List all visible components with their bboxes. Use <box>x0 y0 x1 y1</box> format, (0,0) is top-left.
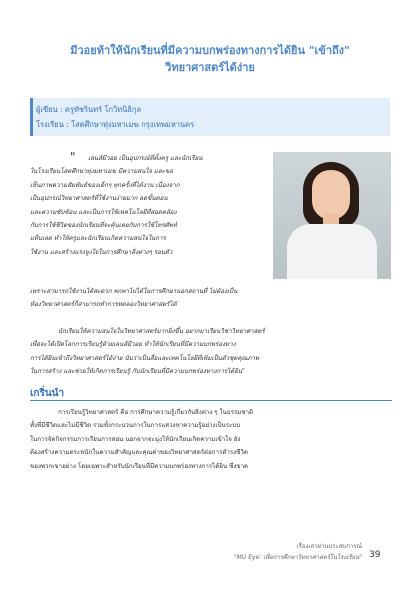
quote-line: นักเรียนให้ความสนใจในวิทยาศาสตร์มากยิ่งขึ้น อยากมาเรียนวิชาวิทยาศาสตร์ <box>58 328 265 335</box>
section-body <box>30 406 392 473</box>
article-title <box>0 42 420 76</box>
section-divider <box>30 400 392 401</box>
quote-line: การได้ยินเข้าถึงวิทยาศาสตร์ได้ง่าย นับว่าเป็นสื่อและเทคโนโลยีที่เพิ่มเป็นตัวชุดคุณภาพ <box>30 354 259 362</box>
article-title-line-1: มีวอยท้าให้นักเรียนที่มีความบกพร่องทางการได้ยิน "เข้าถึง" <box>70 44 350 57</box>
quote-line: ในการสร้าง และช่วยให้เกิดการเรียนรู้ กับนักเรียนที่มีความบกพร่องทางการได้ยิน" <box>30 368 245 376</box>
author-info-box <box>30 98 390 136</box>
quote-line: และความซับซ้อน และเป็นการใช้เทคโนโลยีที่สอดคล้อง <box>30 208 177 216</box>
quote-line: ใช้งาน และสร้างแรงจูงใจในการศึกษาสิ่งต่างๆ รอบตัว <box>30 248 173 256</box>
body-line: ทั้งที่มีชีวิตและไม่มีชีวิต รวมทั้งกระบวนการในการแสวงหาความรู้อย่างเป็นระบบ <box>30 422 241 430</box>
photo-shirt <box>287 224 377 279</box>
quote-line: ในโรงเรียนโสตศึกษาทุ่งมหาเมฆ มีความสนใจ และขอ <box>30 168 173 176</box>
photo-face <box>312 170 350 220</box>
quote-line: แท็บเลต ทำให้ครูและนักเรียนเกิดความสนใจในการ <box>30 235 166 243</box>
page-footer <box>234 541 362 563</box>
body-line: การเรียนรู้วิทยาศาสตร์ คือ การศึกษาความรู้เกี่ยวกับสิ่งต่าง ๆ ในธรรมชาติ <box>58 409 254 416</box>
quote-line: เป็นอุปกรณ์วิทยาศาสตร์ที่ใช้งานง่ายมาก ลดขั้นตอน <box>30 195 168 203</box>
page-number: 39 <box>369 550 381 560</box>
quote-line: เห็นภาพความสัมพันธ์ของเด็กๆ ทุกครั้งที่ได้งาน เนื่องจาก <box>30 181 180 189</box>
quote-line: กับการใช้ชีวิตของนักเรียนที่จะคุ้นเคยกับการใช้โทรศัพท์ <box>30 222 177 230</box>
section-heading: เกริ่นนำ <box>30 388 65 399</box>
body-line: ของพวกเขาอย่าง โดยเฉพาะสำหรับนักเรียนที่มีความบกพร่องทางการได้ยิน ซึ่งขาด <box>30 462 249 470</box>
quote-paragraph-2 <box>30 325 392 379</box>
quote-open-mark: " <box>70 150 76 164</box>
body-line: ต้องสร้างความตระหนักในความสำคัญและคุณค่าของวิทยาศาสตร์ต่อการดำรงชีวิต <box>30 449 248 457</box>
author-name: ผู้เขียน : ครูทัชรินทร์ โกวิทนิธิกุล <box>36 105 142 114</box>
quote-line: ห้องวิทยาศาสตร์ก็สามารถทำการทดลองวิทยาศาสตร์ได้ <box>30 301 177 309</box>
quote-line: เลนส์มีวอย เป็นอุปกรณ์ที่ตั้งครู และนักเรียน <box>88 155 203 162</box>
school-name: โรงเรียน : โสตศึกษาทุ่งมหาเมฆ กรุงเทพมหานคร <box>36 120 195 129</box>
article-title-line-2: วิทยาศาสตร์ได้ง่าย <box>165 61 255 74</box>
quote-paragraph-1-continued <box>30 285 392 312</box>
quote-paragraph-1 <box>30 152 270 259</box>
footer-series-title: เรื่องเล่าผ่านประสบการณ์ <box>296 543 362 550</box>
footer-book-title: "MU Eye: เพื่อการศึกษาวิทยาศาสตร์ในโรงเรียน" <box>233 554 362 561</box>
quote-line: เพื่อจะได้เปิดโลกการเรียนรู้ด้วยเลนส์มีวอย ทำให้นักเรียนที่มีความบกพร่องทาง <box>30 341 236 349</box>
quote-line: เพราะสามารถใช้งานได้สะดวก พกพาไปได้ในการศึกษานอกสถานที่ ไม่ต้องเป็น <box>30 288 238 295</box>
author-photo <box>273 152 391 279</box>
body-line: ในการจัดกิจกรรมการเรียนการสอน นอกจากจะมุ่งให้นักเรียนเกิดความเข้าใจ ยัง <box>30 435 241 443</box>
